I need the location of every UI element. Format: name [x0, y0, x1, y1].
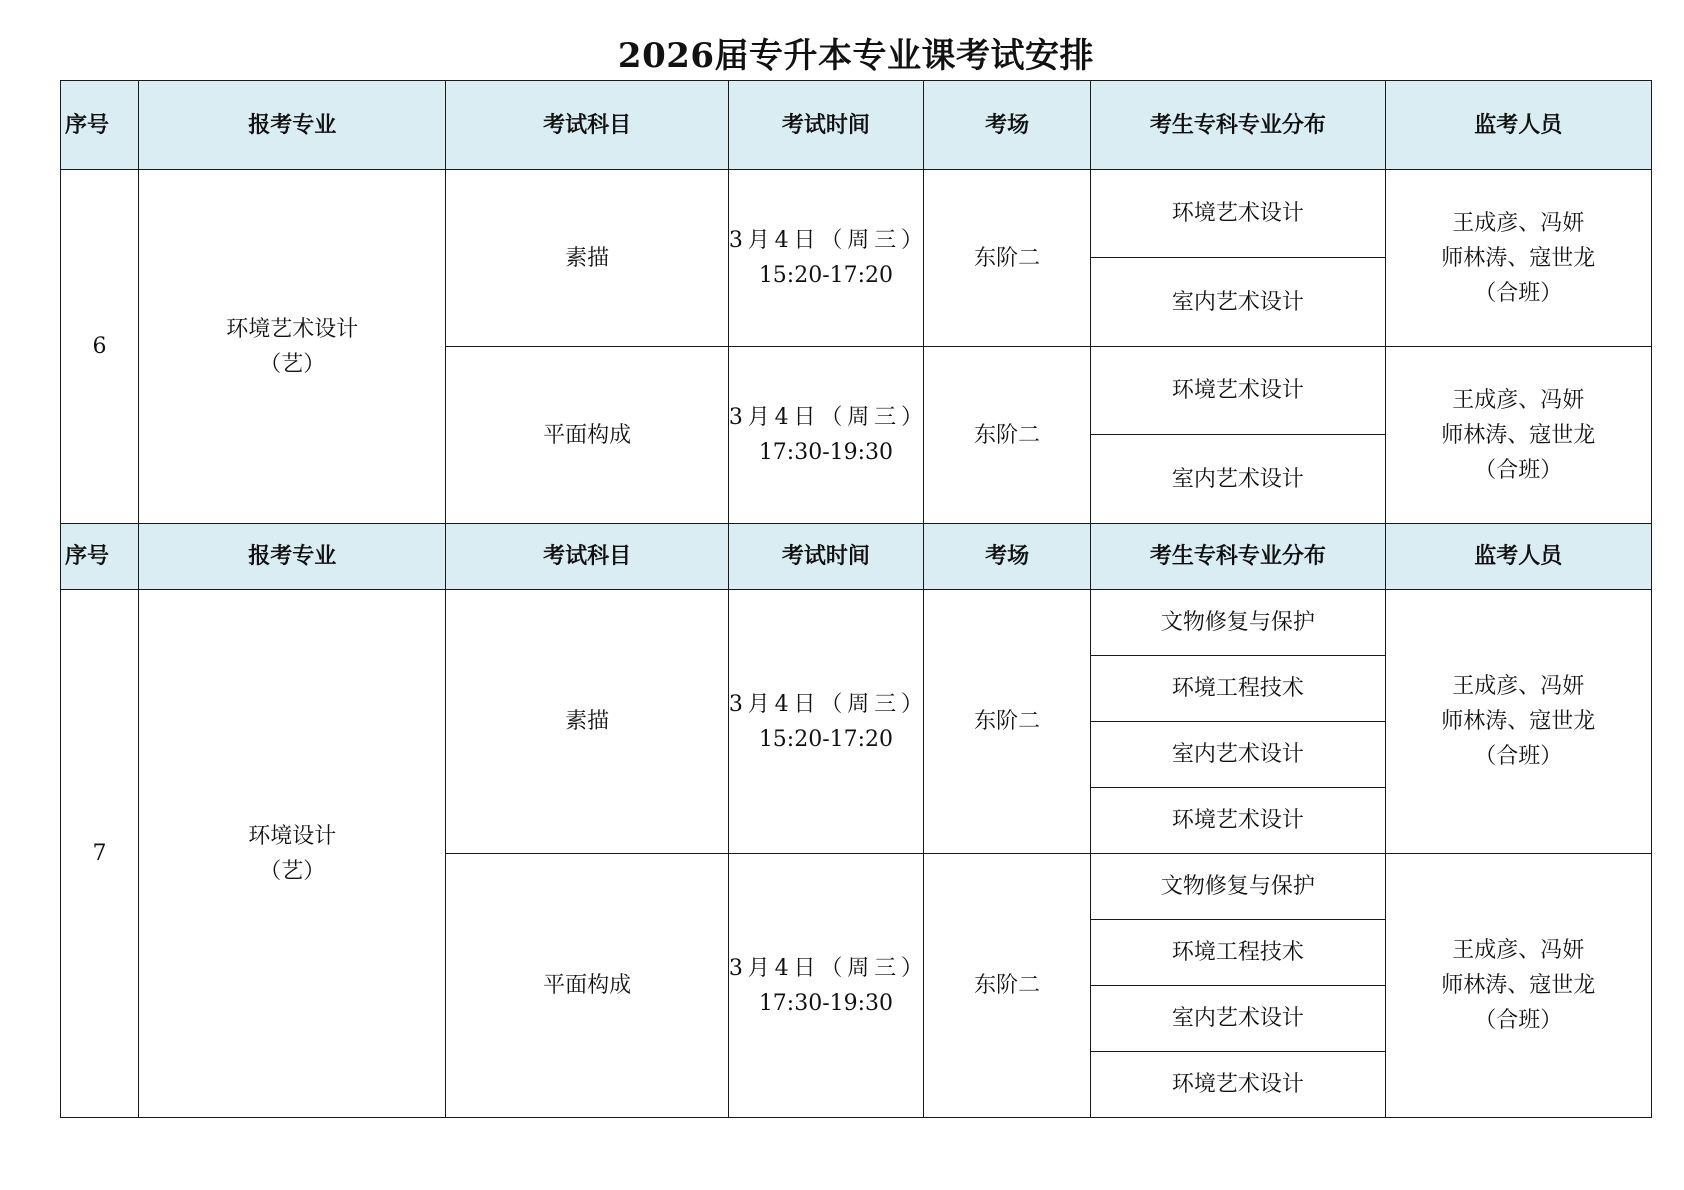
- header-subject: 考试科目: [446, 524, 728, 590]
- major-category: （艺）: [259, 351, 326, 377]
- major-cell: [139, 590, 446, 1118]
- time-cell: [728, 590, 923, 854]
- time-cell: [728, 854, 923, 1118]
- header-row: [61, 524, 1652, 590]
- page-title: 2026届专升本专业课考试安排: [617, 36, 1095, 76]
- distribution-item: 文物修复与保护: [1091, 854, 1385, 920]
- distribution-item: 环境工程技术: [1091, 920, 1385, 986]
- subject-cell: 素描: [446, 590, 728, 854]
- room-cell: 东阶二: [924, 854, 1091, 1118]
- header-row: [61, 81, 1652, 170]
- distribution-item: 文物修复与保护: [1091, 590, 1385, 656]
- staff-line: 王成彦、冯妍: [1452, 387, 1585, 413]
- subject-cell: 素描: [446, 170, 728, 347]
- row-index: 7: [61, 590, 139, 1118]
- header-distribution: 考生专科专业分布: [1091, 81, 1385, 170]
- table-row: [61, 590, 1652, 656]
- staff-cell: [1385, 590, 1651, 854]
- staff-line: 师林涛、寇世龙: [1441, 973, 1596, 998]
- room-cell: 东阶二: [924, 590, 1091, 854]
- distribution-item: 环境艺术设计: [1091, 788, 1385, 854]
- room-cell: 东阶二: [924, 347, 1091, 524]
- staff-line: 师林涛、寇世龙: [1441, 245, 1596, 271]
- header-staff: 监考人员: [1385, 524, 1651, 590]
- header-distribution: 考生专科专业分布: [1091, 524, 1385, 590]
- header-room: 考场: [924, 81, 1091, 170]
- distribution-item: 室内艺术设计: [1091, 986, 1385, 1052]
- staff-line: 师林涛、寇世龙: [1441, 422, 1596, 448]
- header-time: 考试时间: [728, 524, 923, 590]
- staff-line: 王成彦、冯妍: [1452, 674, 1585, 699]
- time-cell: [728, 347, 923, 524]
- distribution-item: 环境艺术设计: [1091, 1052, 1385, 1118]
- distribution-item: 室内艺术设计: [1091, 722, 1385, 788]
- staff-line: 师林涛、寇世龙: [1441, 709, 1596, 734]
- header-staff: 监考人员: [1385, 81, 1651, 170]
- distribution-item: 环境艺术设计: [1091, 170, 1385, 258]
- subject-cell: 平面构成: [446, 347, 728, 524]
- header-time: 考试时间: [728, 81, 923, 170]
- staff-cell: [1385, 170, 1651, 347]
- header-major: 报考专业: [139, 524, 446, 590]
- time-cell: [728, 170, 923, 347]
- distribution-item: 环境艺术设计: [1091, 347, 1385, 435]
- header-major: 报考专业: [139, 81, 446, 170]
- subject-cell: 平面构成: [446, 854, 728, 1118]
- staff-cell: [1385, 854, 1651, 1118]
- staff-cell: [1385, 347, 1651, 524]
- room-cell: 东阶二: [924, 170, 1091, 347]
- header-index: 序号: [61, 524, 139, 590]
- major-name: 环境艺术设计: [226, 316, 359, 342]
- exam-schedule-table: [60, 80, 1652, 1118]
- header-index: 序号: [61, 81, 139, 170]
- staff-note: （合班）: [1474, 744, 1563, 769]
- header-room: 考场: [924, 524, 1091, 590]
- exam-time: 3月4日（周三）17:30-19:30: [728, 405, 924, 465]
- table-row: [61, 170, 1652, 258]
- distribution-item: 室内艺术设计: [1091, 435, 1385, 524]
- major-category: （艺）: [259, 858, 326, 884]
- distribution-item: 室内艺术设计: [1091, 258, 1385, 347]
- header-subject: 考试科目: [446, 81, 728, 170]
- exam-time: 3月4日（周三）15:20-17:20: [728, 691, 924, 752]
- staff-note: （合班）: [1474, 1008, 1563, 1033]
- major-cell: [139, 170, 446, 524]
- staff-note: （合班）: [1474, 280, 1563, 306]
- staff-line: 王成彦、冯妍: [1452, 938, 1585, 963]
- staff-note: （合班）: [1474, 457, 1563, 483]
- exam-time: 3月4日（周三）17:30-19:30: [728, 955, 924, 1016]
- staff-line: 王成彦、冯妍: [1452, 210, 1585, 236]
- distribution-item: 环境工程技术: [1091, 656, 1385, 722]
- major-name: 环境设计: [248, 823, 337, 849]
- exam-time: 3月4日（周三）15:20-17:20: [728, 228, 924, 288]
- row-index: 6: [61, 170, 139, 524]
